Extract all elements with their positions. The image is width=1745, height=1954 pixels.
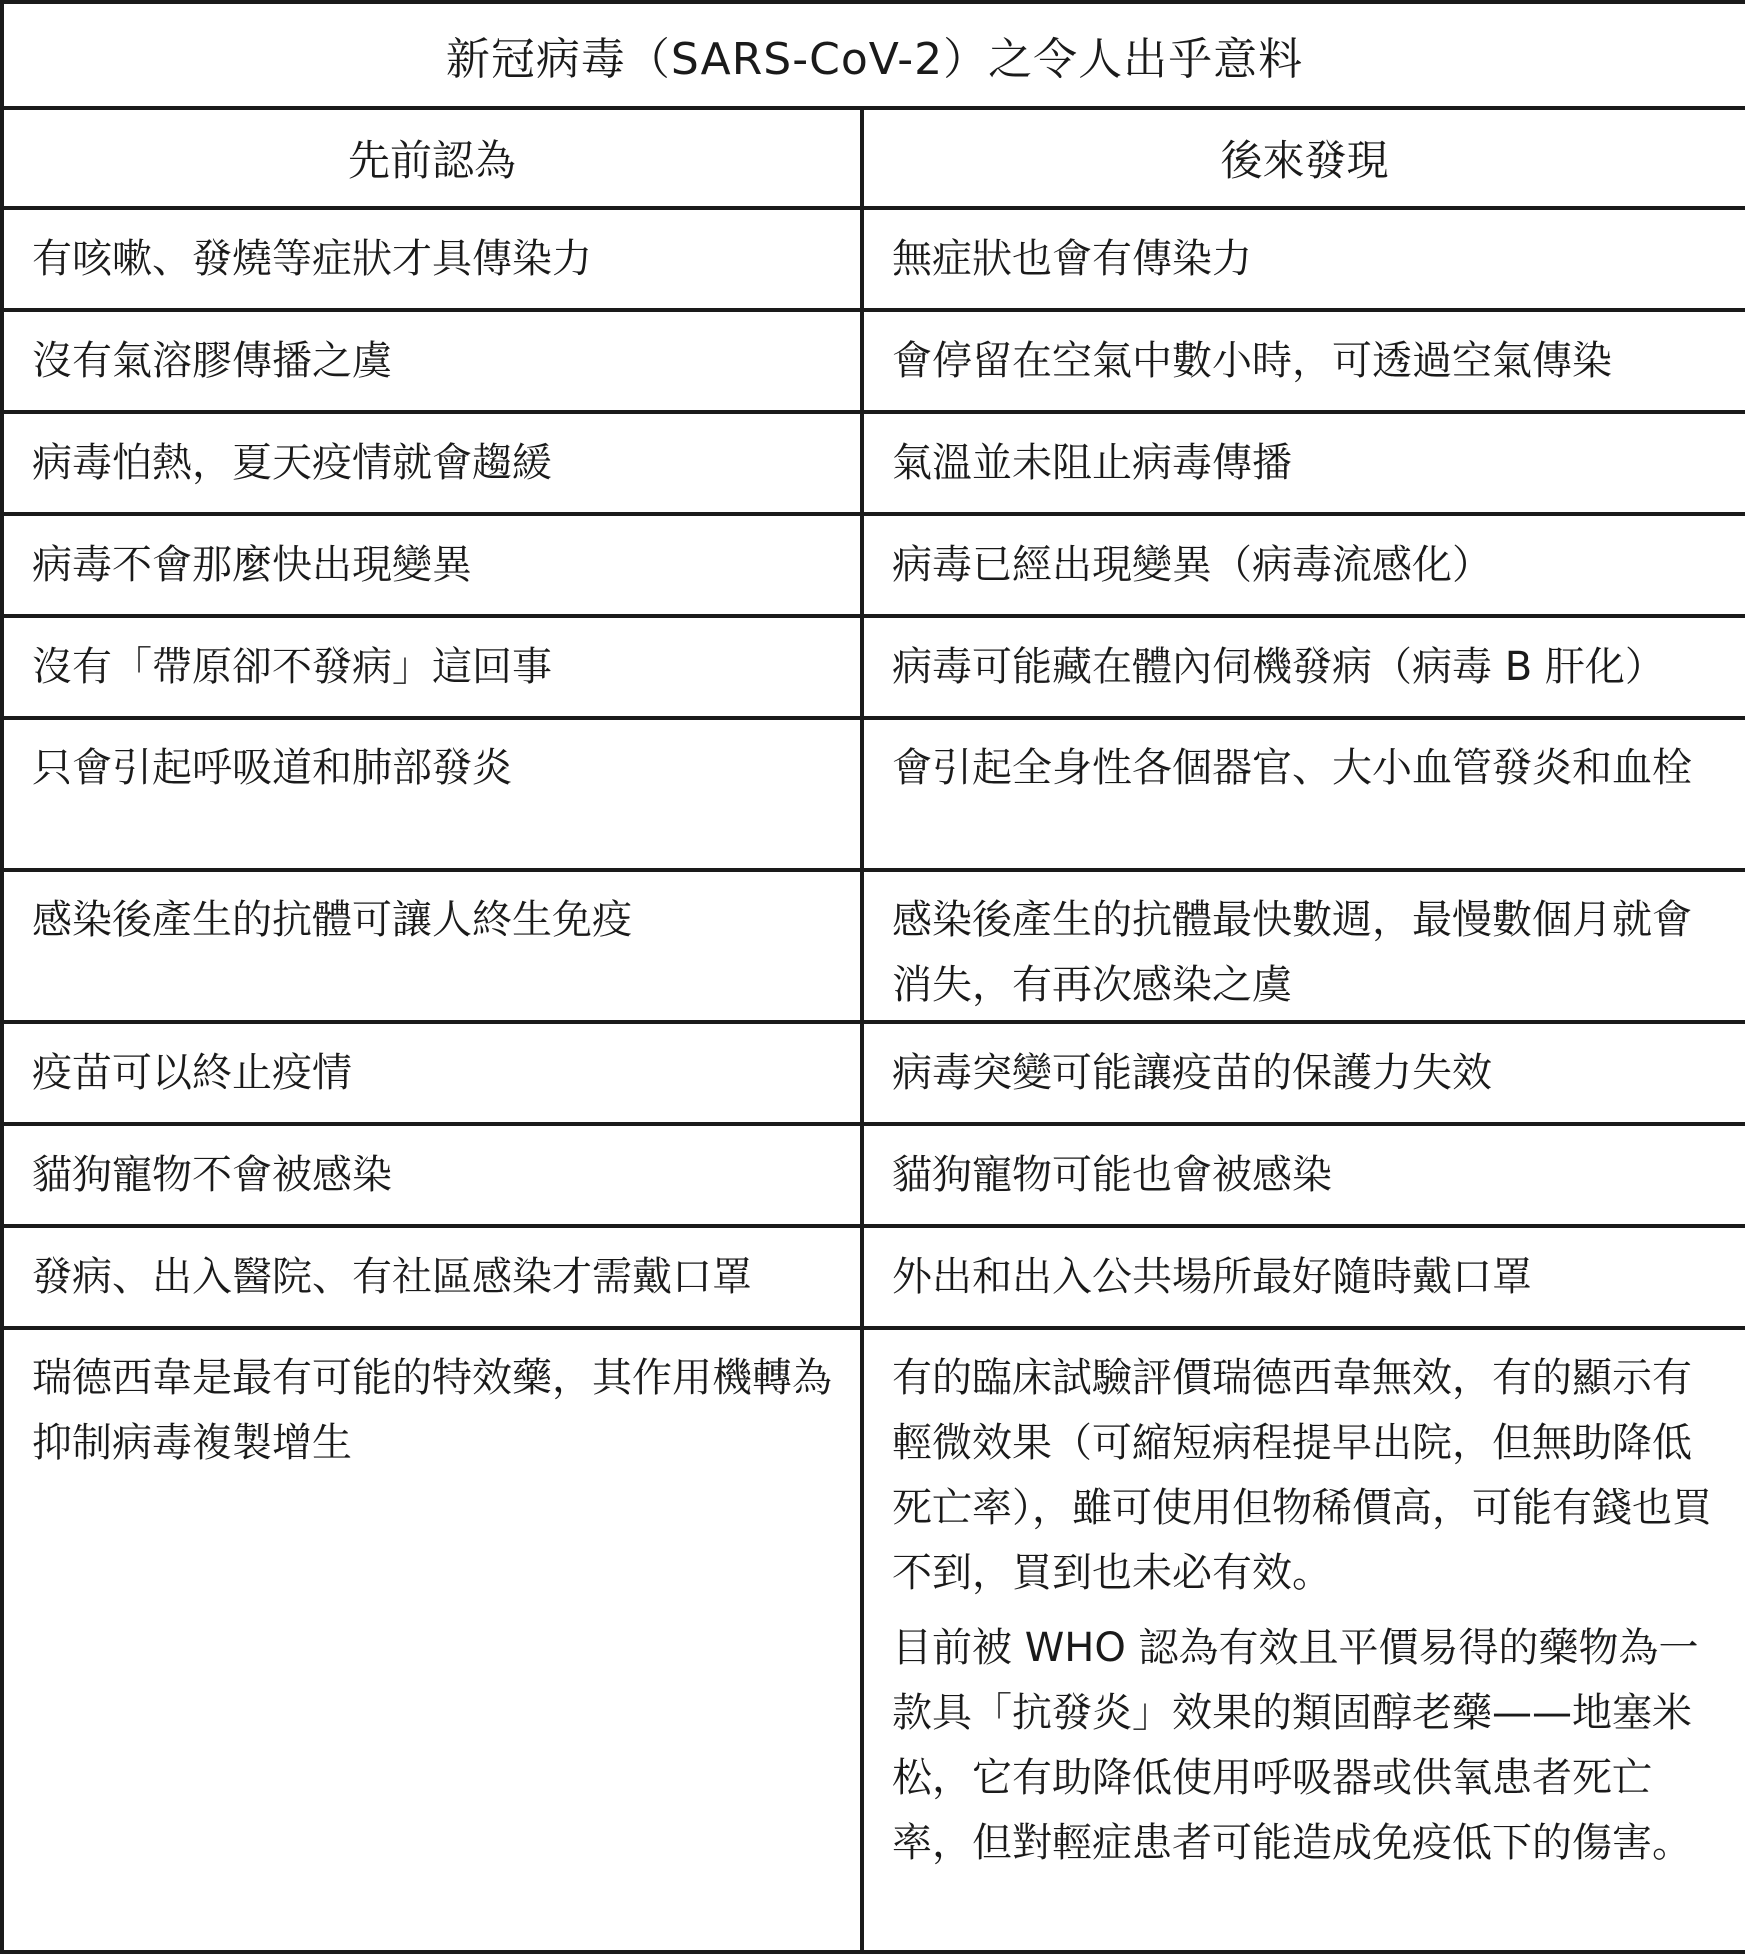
cell-after-paragraph: 外出和出入公共場所最好隨時戴口罩: [892, 1253, 1532, 1300]
table-title: 新冠病毒（SARS-CoV-2）之令人出乎意料: [2, 2, 1745, 108]
cell-before: 瑞德西韋是最有可能的特效藥，其作用機轉為抑制病毒複製增生: [2, 1328, 862, 1952]
header-before: 先前認為: [2, 108, 862, 208]
cell-after: [862, 310, 1745, 412]
table-body: [2, 208, 1745, 1952]
cell-after-paragraph: 病毒已經出現變異（病毒流感化）: [892, 541, 1492, 588]
cell-after-paragraph: 病毒可能藏在體內伺機發病（病毒 B 肝化）: [892, 643, 1665, 690]
table-row: [2, 1226, 1745, 1328]
table-row: [2, 208, 1745, 310]
cell-before: 貓狗寵物不會被感染: [2, 1124, 862, 1226]
cell-after-paragraph: 會引起全身性各個器官、大小血管發炎和血栓: [892, 745, 1692, 791]
table-row: [2, 310, 1745, 412]
table-row: [2, 616, 1745, 718]
cell-after: [862, 1124, 1745, 1226]
cell-after-paragraph: 目前被 WHO 認為有效且平價易得的藥物為一款具「抗發炎」效果的類固醇老藥——地塞米松，它有助降低使用呼吸器或供氧患者死亡率，但對輕症患者可能造成免疫低下的傷害。: [892, 1625, 1699, 1866]
cell-after-paragraph: 氣溫並未阻止病毒傳播: [892, 439, 1292, 486]
cell-after-paragraph: 無症狀也會有傳染力: [892, 235, 1252, 282]
table-row: [2, 870, 1745, 1022]
cell-before: 病毒怕熱，夏天疫情就會趨緩: [2, 412, 862, 514]
cell-before: 疫苗可以終止疫情: [2, 1022, 862, 1124]
cell-before: 只會引起呼吸道和肺部發炎: [2, 718, 862, 870]
cell-after-paragraph: 有的臨床試驗評價瑞德西韋無效，有的顯示有輕微效果（可縮短病程提早出院，但無助降低死亡率），雖可使用但物稀價高，可能有錢也買不到，買到也未必有效。: [892, 1355, 1712, 1596]
cell-after-paragraph: 病毒突變可能讓疫苗的保護力失效: [892, 1049, 1492, 1096]
cell-after: [862, 1022, 1745, 1124]
cell-after: [862, 514, 1745, 616]
cell-before: 沒有「帶原卻不發病」這回事: [2, 616, 862, 718]
cell-before: 有咳嗽、發燒等症狀才具傳染力: [2, 208, 862, 310]
cell-after-paragraph: 會停留在空氣中數小時，可透過空氣傳染: [892, 337, 1612, 384]
table-row: [2, 412, 1745, 514]
table-row: [2, 1022, 1745, 1124]
cell-after: [862, 412, 1745, 514]
cell-after: [862, 208, 1745, 310]
table-row: [2, 718, 1745, 870]
cell-after: [862, 616, 1745, 718]
cell-after-paragraph: 感染後產生的抗體最快數週，最慢數個月就會消失，有再次感染之虞: [892, 897, 1692, 1008]
table-row: [2, 1328, 1745, 1952]
cell-before: 病毒不會那麼快出現變異: [2, 514, 862, 616]
cell-after: [862, 1328, 1745, 1952]
cell-before: 發病、出入醫院、有社區感染才需戴口罩: [2, 1226, 862, 1328]
header-after: 後來發現: [862, 108, 1745, 208]
cell-after: [862, 1226, 1745, 1328]
cell-after: [862, 718, 1745, 870]
table-row: [2, 1124, 1745, 1226]
cell-before: 感染後產生的抗體可讓人終生免疫: [2, 870, 862, 1022]
cell-before: 沒有氣溶膠傳播之虞: [2, 310, 862, 412]
table-row: [2, 514, 1745, 616]
title-row: [2, 2, 1745, 108]
header-row: [2, 108, 1745, 208]
cell-after: [862, 870, 1745, 1022]
cell-after-paragraph: 貓狗寵物可能也會被感染: [892, 1151, 1332, 1198]
